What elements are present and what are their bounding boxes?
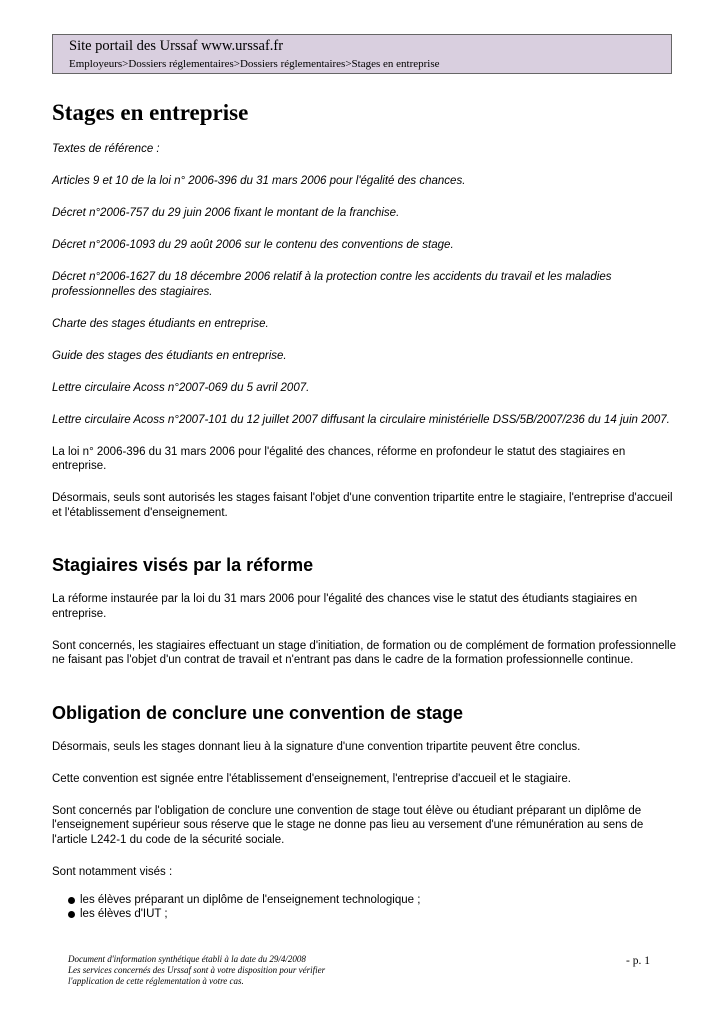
reference-heading: Textes de référence : bbox=[52, 143, 160, 155]
section-paragraph: Sont notamment visés : bbox=[52, 865, 173, 878]
section-title-convention: Obligation de conclure une convention de stage bbox=[52, 702, 464, 723]
references-list bbox=[52, 142, 676, 427]
footer-note-line: Les services concernés des Urssaf sont à votre disposition pour vérifier bbox=[68, 965, 326, 975]
section-paragraph: Cette convention est signée entre l'établissement d'enseignement, l'entreprise d'accueil et le stagiaire. bbox=[52, 772, 571, 785]
site-title: Site portail des Urssaf www.urssaf.fr bbox=[69, 38, 284, 54]
section-paragraph: La réforme instaurée par la loi du 31 mars 2006 pour l'égalité des chances vise le statut des étudiants stagiaires en entreprise. bbox=[52, 593, 638, 620]
intro-paragraph: Désormais, seuls sont autorisés les stages faisant l'objet d'une convention tripartite entre le stagiaire, l'entreprise d'accueil et l'établissement d'enseignement. bbox=[52, 492, 673, 519]
bullet-dot-icon bbox=[68, 911, 75, 918]
reference-item: Articles 9 et 10 de la loi n° 2006-396 du 31 mars 2006 pour l'égalité des chances. bbox=[52, 175, 466, 187]
section-paragraph: Sont concernés, les stagiaires effectuant un stage d'initiation, de formation ou de complément de formation professionnelle ne faisant pas l'objet d'un contrat de travail et n'entrant pas dans le cadre de la formation professionnelle continue. bbox=[52, 639, 676, 666]
footer-note-line: Document d'information synthétique établi à la date du 29/4/2008 bbox=[68, 954, 306, 964]
breadcrumb: Employeurs>Dossiers réglementaires>Dossiers réglementaires>Stages en entreprise bbox=[69, 58, 440, 70]
list-item bbox=[66, 893, 676, 908]
footer-note-line: l'application de cette réglementation à votre cas. bbox=[68, 976, 244, 986]
reference-item: Charte des stages étudiants en entreprise. bbox=[52, 317, 269, 330]
reference-item: Lettre circulaire Acoss n°2007-101 du 12 juillet 2007 diffusant la circulaire ministérielle DSS/5B/2007/236 du 14 juin 2007. bbox=[52, 413, 670, 426]
reference-item: Décret n°2006-1093 du 29 août 2006 sur le contenu des conventions de stage. bbox=[52, 239, 454, 251]
section-title-stagiaires: Stagiaires visés par la réforme bbox=[52, 555, 314, 575]
page-number: - p. 1 bbox=[626, 955, 650, 967]
bullet-list bbox=[66, 893, 676, 922]
main-content bbox=[52, 98, 676, 922]
list-item bbox=[66, 907, 676, 922]
reference-item: Lettre circulaire Acoss n°2007-069 du 5 avril 2007. bbox=[52, 381, 310, 394]
list-item-text: les élèves préparant un diplôme de l'enseignement technologique ; bbox=[80, 893, 421, 906]
reference-item: Guide des stages des étudiants en entreprise. bbox=[52, 349, 287, 362]
bullet-dot-icon bbox=[68, 897, 75, 904]
page-footer bbox=[68, 954, 668, 987]
section-paragraph: Sont concernés par l'obligation de conclure une convention de stage tout élève ou étudiant préparant un diplôme de l'enseignement supérieur sous réserve que le stage ne donne pas lieu au versement d'une rémunération au sens de l'article L242-1 du code de la sécurité sociale. bbox=[52, 804, 644, 846]
intro-paragraph: La loi n° 2006-396 du 31 mars 2006 pour l'égalité des chances, réforme en profondeur le statut des stagiaires en entreprise. bbox=[52, 445, 626, 472]
header-box bbox=[52, 34, 672, 74]
reference-item: Décret n°2006-1627 du 18 décembre 2006 relatif à la protection contre les accidents du travail et les maladies professionnelles des stagiaires. bbox=[52, 271, 612, 298]
reference-item: Décret n°2006-757 du 29 juin 2006 fixant le montant de la franchise. bbox=[52, 207, 400, 219]
footer-note bbox=[68, 954, 388, 987]
page-title: Stages en entreprise bbox=[52, 100, 249, 125]
list-item-text: les élèves d'IUT ; bbox=[80, 908, 168, 920]
section-paragraph: Désormais, seuls les stages donnant lieu à la signature d'une convention tripartite peuvent être conclus. bbox=[52, 740, 581, 753]
